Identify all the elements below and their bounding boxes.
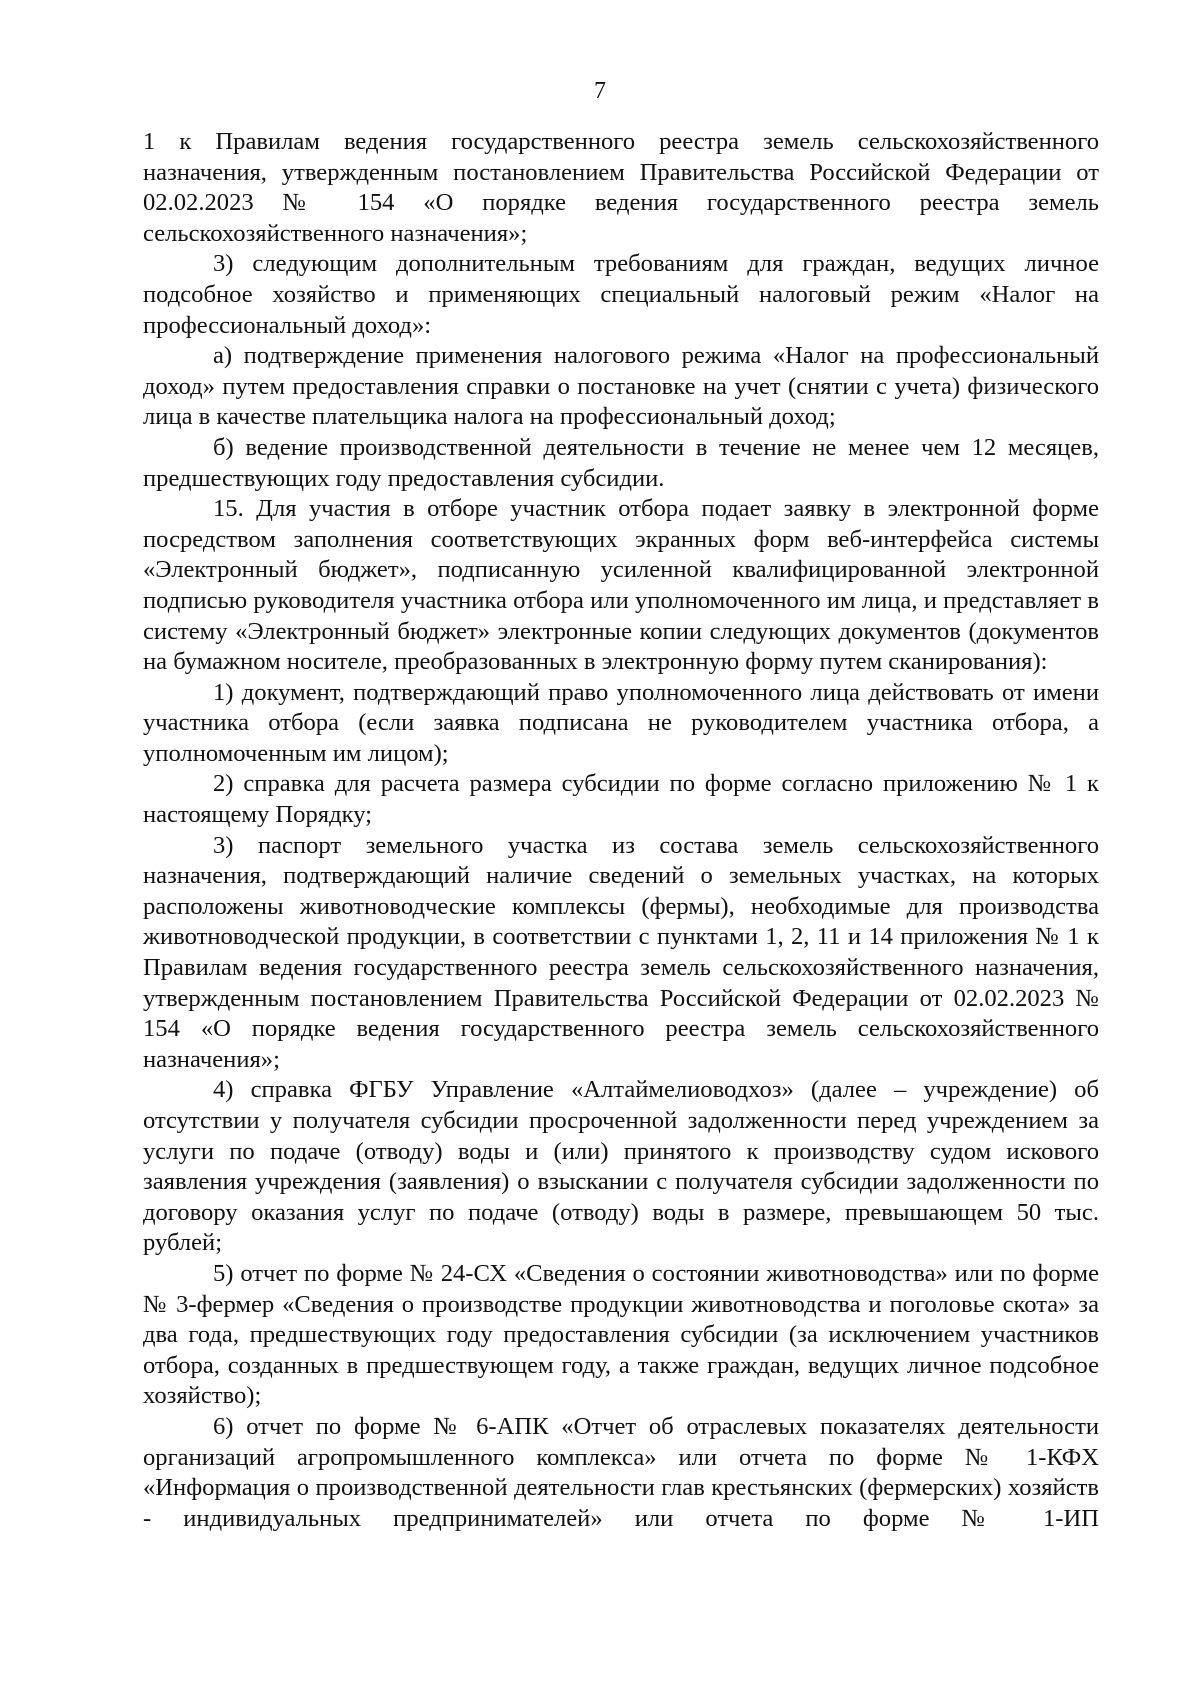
document-body (143, 127, 1099, 1534)
paragraph-continuation: 1 к Правилам ведения государственного реестра земель сельскохозяйственного назначения, утвержденным постановлением Правительства Российской Федерации от 02.02.2023 № 154 «О порядке ведения государственного реестра земель сельскохозяйственного назначения»; (143, 128, 1099, 247)
paragraph-doc-5: 5) отчет по форме № 24-СХ «Сведения о состоянии животноводства» или по форме № 3-фермер «Сведения о производстве продукции животноводства и поголовье скота» за два года, предшествующих году предоставления субсидии (за исключением участников отбора, созданных в предшествующем году, а также граждан, ведущих личное подсобное хозяйство); (143, 1259, 1099, 1410)
paragraph-doc-3: 3) паспорт земельного участка из состава земель сельскохозяйственного назначения, подтверждающий наличие сведений о земельных участках, на которых расположены животноводческие комплексы (фермы), необходимые для производства животноводческой продукции, в соответствии с пунктами 1, 2, 11 и 14 приложения № 1 к Правилам ведения государственного реестра земель сельскохозяйственного назначения, утвержденным постановлением Правительства Российской Федерации от 02.02.2023 № 154 «О порядке ведения государственного реестра земель сельскохозяйственного назначения»; (143, 831, 1099, 1073)
paragraph-doc-6: 6) отчет по форме № 6-АПК «Отчет об отраслевых показателях деятельности организаций агропромышленного комплекса» или отчета по форме № 1-КФХ «Информация о производственной деятельности глав крестьянских (фермерских) хозяйств - индивидуальных предпринимателей» или отчета по форме № 1-ИП (143, 1412, 1099, 1532)
paragraph-subitem-a: а) подтверждение применения налогового режима «Налог на профессиональный доход» путем предоставления справки о постановке на учет (снятии с учета) физического лица в качестве плательщика налога на профессиональный доход; (143, 342, 1099, 431)
paragraph-doc-4: 4) справка ФГБУ Управление «Алтаймелиоводхоз» (далее – учреждение) об отсутствии у получателя субсидии просроченной задолженности перед учреждением за услуги по подаче (отводу) воды и (или) принятого к производству судом искового заявления учреждения (заявления) о взыскании с получателя субсидии задолженности по договору оказания услуг по подаче (отводу) воды в размере, превышающем 50 тыс. рублей; (143, 1076, 1099, 1257)
paragraph-clause-15: 15. Для участия в отборе участник отбора подает заявку в электронной форме посредством заполнения соответствующих экранных форм веб-интерфейса системы «Электронный бюджет», подписанную усиленной квалифицированной электронной подписью руководителя участника отбора или уполномоченного им лица, и представляет в систему «Электронный бюджет» электронные копии следующих документов (документов на бумажном носителе, преобразованных в электронную форму путем сканирования): (143, 495, 1099, 676)
paragraph-doc-1: 1) документ, подтверждающий право уполномоченного лица действовать от имени участника отбора (если заявка подписана не руководителем участника отбора, а уполномоченным им лицом); (143, 678, 1099, 767)
paragraph-subitem-b: б) ведение производственной деятельности в течение не менее чем 12 месяцев, предшествующих году предоставления субсидии. (143, 433, 1099, 492)
paragraph-doc-2: 2) справка для расчета размера субсидии по форме согласно приложению № 1 к настоящему Порядку; (143, 770, 1099, 829)
page-number: 7 (594, 78, 606, 104)
paragraph-item-3: 3) следующим дополнительным требованиям для граждан, ведущих личное подсобное хозяйство и применяющих специальный налоговый режим «Налог на профессиональный доход»: (143, 250, 1099, 339)
